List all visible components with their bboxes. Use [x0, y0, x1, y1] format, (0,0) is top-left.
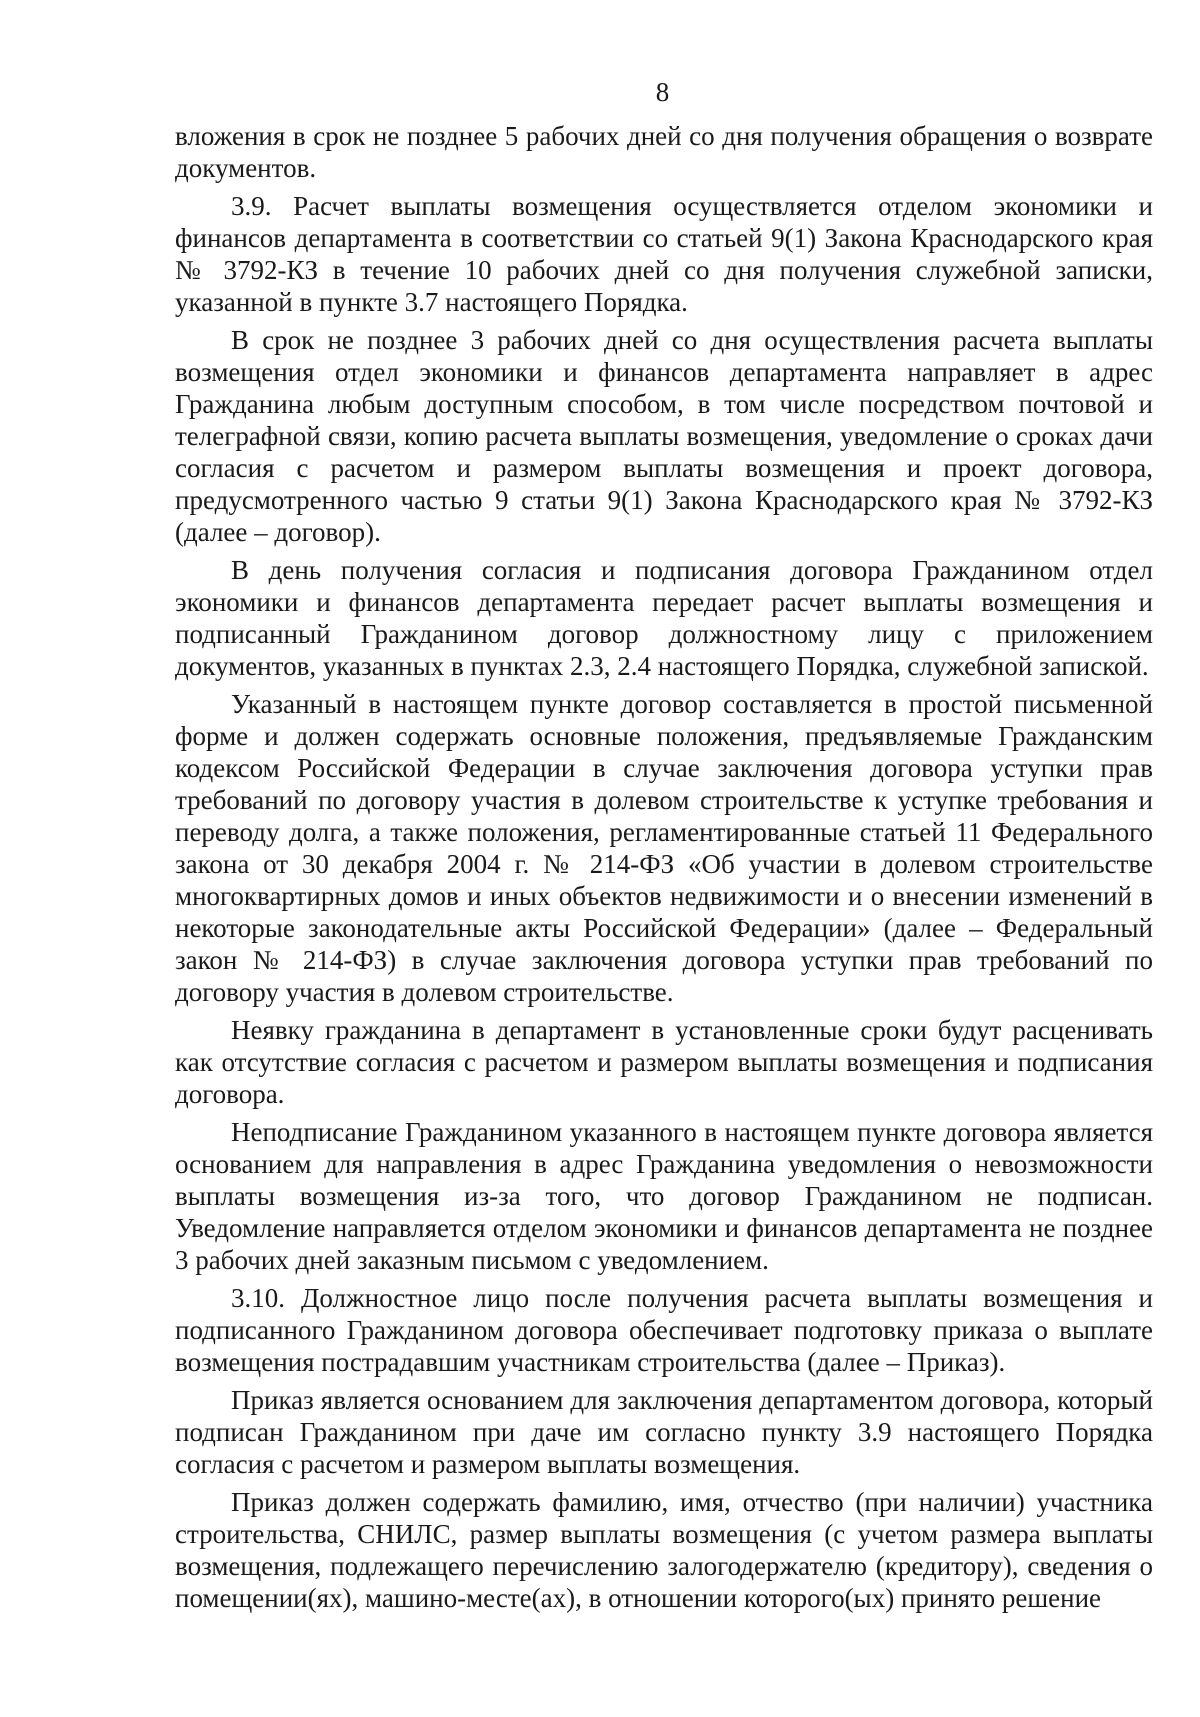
paragraph: В день получения согласия и подписания договора Гражданином отдел экономики и финансов департамента передает расчет выплаты возмещения и подписанный Гражданином договор должностному лицу с приложением документов, указанных в пунктах 2.3, 2.4 настоящего Порядка, служебной запиской. [175, 555, 1153, 681]
paragraph: Указанный в настоящем пункте договор составляется в простой письменной форме и должен содержать основные положения, предъявляемые Гражданским кодексом Российской Федерации в случае заключения договора уступки прав требований по договору участия в долевом строительстве к уступке требования и переводу долга, а также положения, регламентированные статьей 11 Федерального закона от 30 декабря 2004 г. № 214-ФЗ «Об участии в долевом строительстве многоквартирных домов и иных объектов недвижимости и о внесении изменений в некоторые законодательные акты Российской Федерации» (далее – Федеральный закон № 214-ФЗ) в случае заключения договора уступки прав требований по договору участия в долевом строительстве. [175, 689, 1153, 1007]
paragraph: Неподписание Гражданином указанного в настоящем пункте договора является основанием для направления в адрес Гражданина уведомления о невозможности выплаты возмещения из-за того, что договор Гражданином не подписан. Уведомление направляется отделом экономики и финансов департамента не позднее 3 рабочих дней заказным письмом с уведомлением. [175, 1117, 1153, 1275]
document-body [175, 120, 1153, 1620]
paragraph: Приказ является основанием для заключения департаментом договора, который подписан Гражданином при даче им согласно пункту 3.9 настоящего Порядка согласия с расчетом и размером выплаты возмещения. [175, 1385, 1153, 1479]
paragraph-continuation: вложения в срок не позднее 5 рабочих дней со дня получения обращения о возврате документов. [175, 121, 1153, 183]
paragraph-clause-3-9: 3.9. Расчет выплаты возмещения осуществляется отделом экономики и финансов департамента в соответствии со статьей 9(1) Закона Краснодарского края № 3792-КЗ в течение 10 рабочих дней со дня получения служебной записки, указанной в пункте 3.7 настоящего Порядка. [175, 191, 1153, 317]
page-number: 8 [655, 77, 670, 107]
paragraph-clause-3-10: 3.10. Должностное лицо после получения расчета выплаты возмещения и подписанного Гражданином договора обеспечивает подготовку приказа о выплате возмещения пострадавшим участникам строительства (далее – Приказ). [175, 1283, 1153, 1377]
paragraph: Неявку гражданина в департамент в установленные сроки будут расценивать как отсутствие согласия с расчетом и размером выплаты возмещения и подписания договора. [175, 1015, 1153, 1109]
paragraph: В срок не позднее 3 рабочих дней со дня осуществления расчета выплаты возмещения отдел экономики и финансов департамента направляет в адрес Гражданина любым доступным способом, в том числе посредством почтовой и телеграфной связи, копию расчета выплаты возмещения, уведомление о сроках дачи согласия с расчетом и размером выплаты возмещения и проект договора, предусмотренного частью 9 статьи 9(1) Закона Краснодарского края № 3792-КЗ (далее – договор). [175, 325, 1153, 547]
paragraph: Приказ должен содержать фамилию, имя, отчество (при наличии) участника строительства, СНИЛС, размер выплаты возмещения (с учетом размера выплаты возмещения, подлежащего перечислению залогодержателю (кредитору), сведения о помещении(ях), машино-месте(ах), в отношении которого(ых) принято решение [175, 1487, 1153, 1613]
